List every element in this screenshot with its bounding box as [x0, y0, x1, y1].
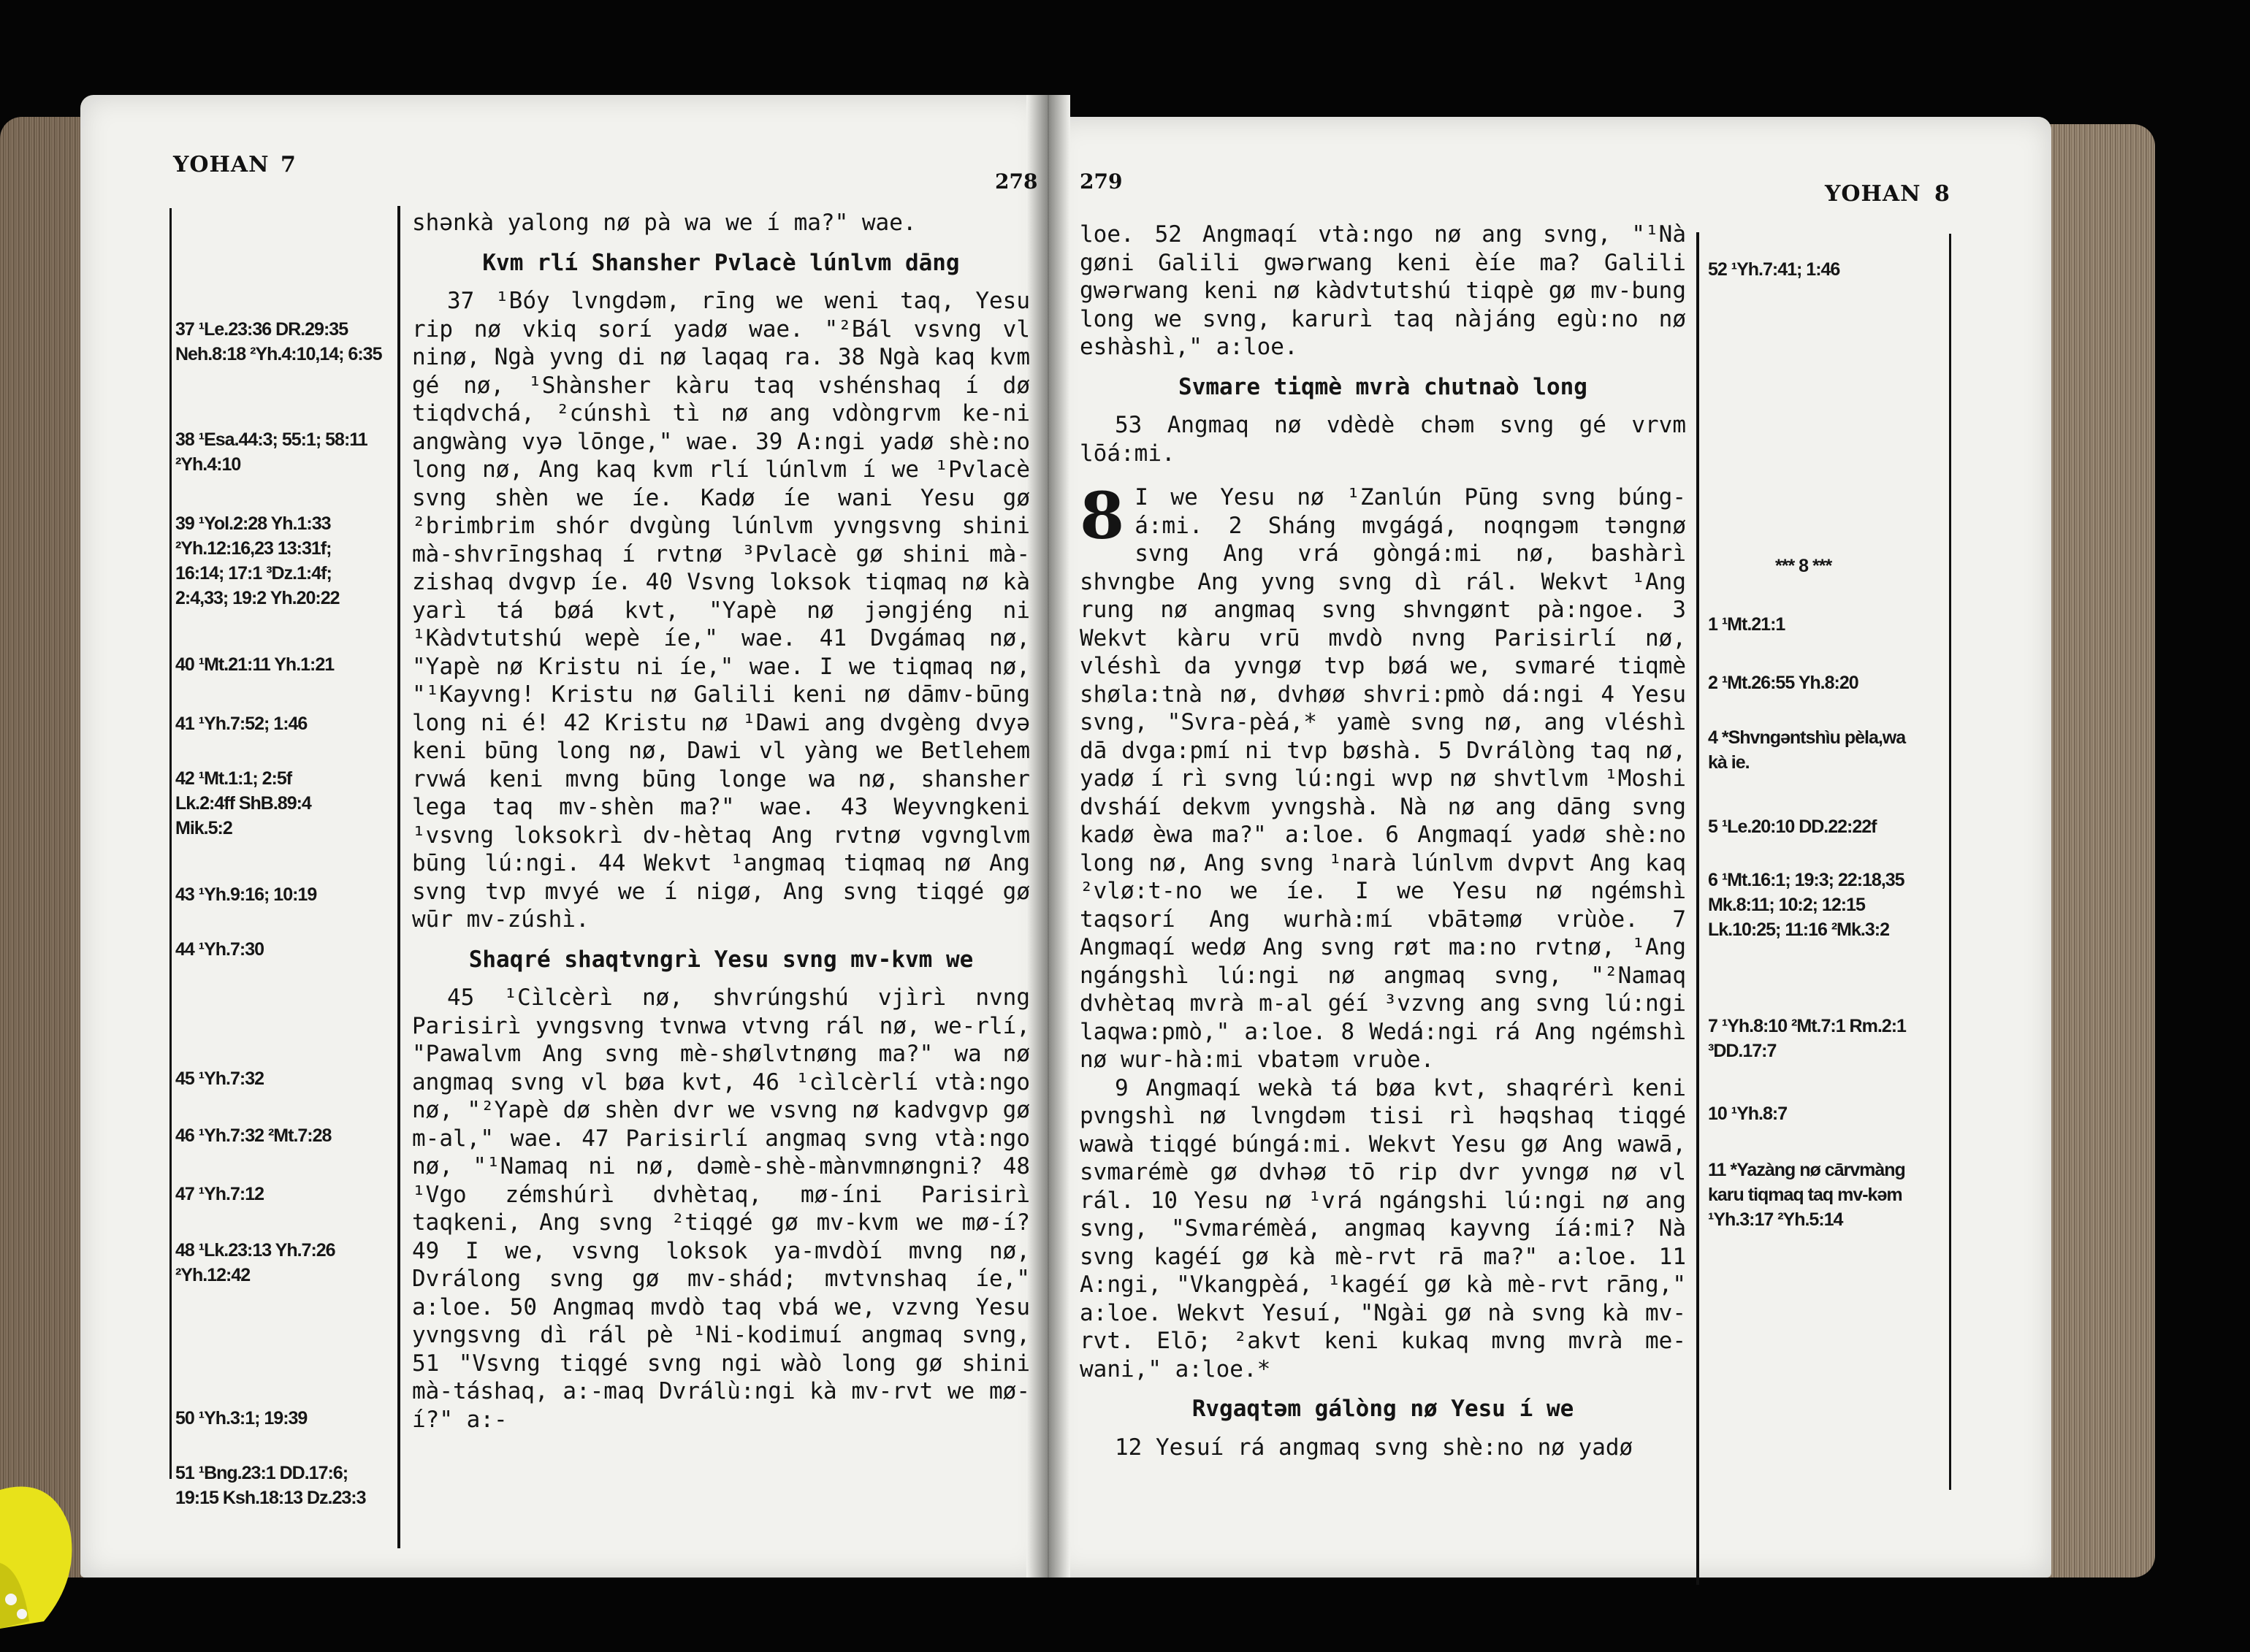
- chapter-paragraph: [1080, 478, 1686, 1074]
- ref-entry: 52 ¹Yh.7:41; 1:46: [1708, 259, 1840, 280]
- ref-entry: 5 ¹Le.20:10 DD.22:22f: [1708, 817, 1877, 837]
- verse-text: 12 Yesuí rá angmaq svng shè:no nø yadø: [1115, 1434, 1633, 1461]
- right-column-rule: [1696, 232, 1699, 1585]
- verse-text: shənkà yalong nø pà wa we í ma?" wae.: [412, 210, 917, 236]
- ref-entry: *** 8 ***: [1775, 556, 1832, 576]
- left-header-book: YOHAN: [173, 152, 270, 177]
- ref-entry: 44 ¹Yh.7:30: [175, 939, 264, 960]
- left-column-rule: [397, 206, 400, 1548]
- verse-text: 37 ¹Bóy lvngdəm, rīng we weni taq, Yesu rip nø vkiq sorí yadø wae. "²Bál vsvng vl ninø, Ngà yvng di nø laqaq ra. 38 Ngà kaq kvm gé nø, ¹Shànsher kàru taq vshénshaq í dø tiqdvchá, ²cúnshì tì nø ang vdòngrvm kе-ni angwàng vyə lōnge," wae. 39 A:ngi yadø shè:no long nø, Ang kaq kvm rlí lúnlvm í we ¹Pvlacè svng shèn we íe. Kadø íe wani Yesu gø ²brimbrim shór dvgùng lúnlvm yvngsvng shini mà-shvrīngshaq í rvtnø ³Pvlacè gø shini mà-zishaq dvgvp íe. 40 Vsvng loksok tiqmaq nø kà yarì tá bøá kvt, "Yapè nø jəngjéng ni ¹Kàdvtutshú wepè íe," wae. 41 Dvgámaq nø, "Yapè nø Kristu ni íe," wae. I we tiqmaq nø, "¹Kayvng! Kristu nø Galili keni nø dāmv-būng long ni é! 42 Kristu nø ¹Dawi ang dvgèng dvyə keni būng long nø, Dawi vl yàng we Betlehem rvwá keni mvng būng longe wa nø, shansher lega taq mv-shèn ma?" wae. 43 Weyvngkeni ¹vsvng loksokrì dv-hètaq Ang rvtnø vgvnglvm būng lú:ngi. 44 Wekvt ¹angmaq tiqmaq nø Ang svng tvp mvyé we í nigø, Ang svng tiqgé gø wūr mv-zúshì.: [412, 288, 1030, 933]
- ref-entry: 7 ¹Yh.8:10 ²Mt.7:1 Rm.2:1 ³DD.17:7: [1708, 1016, 1906, 1061]
- yellow-clip-object: [0, 1475, 80, 1629]
- ref-entry: 1 ¹Mt.21:1: [1708, 614, 1785, 635]
- book-edge-right: [2045, 124, 2155, 1578]
- ref-entry: 42 ¹Mt.1:1; 2:5f Lk.2:4ff ShB.89:4 Mik.5:2: [175, 768, 311, 838]
- section-heading: Shaqré shaqtvngrì Yesu svng mv-kvm we: [468, 946, 974, 973]
- section-heading: Kvm rlí Shansher Pvlacè lúnlvm dāng: [482, 249, 960, 276]
- left-header-chapter: 7: [281, 152, 296, 177]
- ref-entry: 40 ¹Mt.21:11 Yh.1:21: [175, 654, 335, 675]
- chapter-drop-number: 8: [1080, 478, 1125, 554]
- right-page-number: 279: [1080, 169, 1123, 194]
- ref-entry: 37 ¹Le.23:36 DR.29:35 Neh.8:18 ²Yh.4:10,14; 6:35: [175, 319, 382, 364]
- ref-entry: 43 ¹Yh.9:16; 10:19: [175, 884, 317, 905]
- ref-entry: 46 ¹Yh.7:32 ²Mt.7:28: [175, 1125, 332, 1146]
- ref-entry: 4 *Shvngəntshìu pèla,wa kà ie.: [1708, 727, 1906, 773]
- right-header-book: YOHAN: [1825, 181, 1921, 207]
- ref-entry: 41 ¹Yh.7:52; 1:46: [175, 714, 308, 734]
- right-header-chapter: 8: [1934, 181, 1950, 207]
- left-text-column: [412, 209, 1030, 1434]
- verse-text: 53 Angmaq nø vdèdè chəm svng gé vrvm lōá:mi.: [1080, 412, 1686, 467]
- verse-text: 45 ¹Cìlcèrì nø, shvrúngshú vjìrì nvng Parisirì yvngsvng tvnwa vtvng rál nø, we-rlí, "Pawalvm Ang svng mè-shølvtnøng ma?" wa nø angmaq svng vl bøa kvt, 46 ¹cìlcèrlí vtà:ngo nø, "²Yapè dø shèn dvr we vsvng nø kadvgvp gø m-al," wae. 47 Parisirlí angmaq svng vtà:ngo nø, "¹Namaq ni nø, dəmè-shè-mànvmnøngni? 48 ¹Vgo zémshúrì dvhètaq, mø-íni Parisirì taqkeni, Ang svng ²tiqgé gø mv-kvm we mø-í? 49 I we, vsvng loksok ya-mvdòí mvng nø, Dvrálong svng gø mv-shád; mvtvnshaq íe," a:loe. 50 Angmaq mvdò taq vbá we, vzvng Yesu yvngsvng dì rál pè ¹Ni-kodimuí angmaq svng, 51 "Vsvng tiqgé svng ngi wàò long gø shini mà-táshaq, a:-maq Dvrálù:ngi kà mv-rvt we mø-í?" a:-: [412, 984, 1030, 1433]
- book-edge-left: [0, 117, 88, 1578]
- verse-text: 9 Angmaqí wekà tá bøa kvt, shaqrérì keni pvngshì nø lvngdəm tisi rì həqshaq tiqgé wawà tiqgé búngá:mi. Wekvt Yesu gø Ang wawā, svmarémè gø dvhəø tō rip dvr yvngø nø vl rál. 10 Yesu nø ¹vrá ngángshi lú:ngi nø ang svng, "Svmarémèá, angmaq kayvng íá:mi? Nà svng kagéí gø kà mè-rvt rā ma?" a:loe. 11 A:ngi, "Vkangpèá, ¹kagéí gø kà mè-rvt rāng," a:loe. Wekvt Yesuí, "Ngài gø nà svng kà mv-rvt. Elō; ²akvt keni kukaq mvng mvrà me-wani," a:loe.*: [1080, 1074, 1686, 1383]
- ref-entry: 39 ¹Yol.2:28 Yh.1:33 ²Yh.12:16,23 13:31f; 16:14; 17:1 ³Dz.1:4f; 2:4,33; 19:2 Yh.20:22: [175, 513, 340, 608]
- ref-entry: 50 ¹Yh.3:1; 19:39: [175, 1408, 308, 1429]
- right-text-column: [1080, 221, 1686, 1461]
- ref-entry: 2 ¹Mt.26:55 Yh.8:20: [1708, 673, 1858, 693]
- ref-entry: 6 ¹Mt.16:1; 19:3; 22:18,35 Mk.8:11; 10:2; 12:15 Lk.10:25; 11:16 ²Mk.3:2: [1708, 870, 1904, 940]
- left-ref-rule-outer: [169, 208, 172, 1479]
- ref-entry: 45 ¹Yh.7:32: [175, 1068, 264, 1089]
- ref-entry: 47 ¹Yh.7:12: [175, 1184, 264, 1204]
- ref-entry: 48 ¹Lk.23:13 Yh.7:26 ²Yh.12:42: [175, 1240, 335, 1285]
- ref-entry: 51 ¹Bng.23:1 DD.17:6; 19:15 Ksh.18:13 Dz.23:3: [175, 1463, 366, 1508]
- right-ref-rule-outer: [1949, 234, 1951, 1490]
- ref-entry: 11 *Yazàng nø cārvmàng karu tiqmaq taq mv-kəm ¹Yh.3:17 ²Yh.5:14: [1708, 1160, 1905, 1230]
- section-heading: Svmare tiqmè mvrà chutnaò long: [1178, 373, 1587, 400]
- section-heading: Rvgaqtəm gálòng nø Yesu í we: [1191, 1396, 1574, 1422]
- verse-text: loe. 52 Angmaqí vtà:ngo nø ang svng, "¹Nà gøni Galili gwərwang keni èíe ma? Galili gwərwang keni nø kàdvtutshú tiqpè gø mv-bung long we svng, karurì taq nàjáng egù:no nø eshàshì," a:loe.: [1080, 221, 1686, 360]
- ref-entry: 10 ¹Yh.8:7: [1708, 1104, 1788, 1124]
- book-gutter: [1026, 95, 1070, 1578]
- left-page-number: 278: [995, 169, 1038, 194]
- verse-text: I we Yesu nø ¹Zanlún Pūng svng búng-á:mi. 2 Sháng mvgágá, noqngəm təngnø svng Ang vrá gòngá:mi nø, bashàrì shvngbe Ang yvng svng dì rál. Wekvt ¹Ang rung nø angmaq svng shvngønt pà:ngoe. 3 Wekvt kàru vrū mvdò nvng Parisirlí nø, vléshì da yvngø tvp bøá we, svmaré tiqmè shøla:tnà nø, dvhøø shvri:pmò dá:ngi 4 Yesu svng, "Svra-pèá,* yamè svng nø, ang vléshì dā dvga:pmí ni tvp bøshà. 5 Dvrálòng taq nø, yadø í rì svng lú:ngi wvp nø shvtlvm ¹Moshi dvsháí dekvm yvngshà. Nà nø ang dāng svng kadø èwa ma?" a:loe. 6 Angmaqí yadø shè:no long nø, Ang svng ¹narà lúnlvm dvpvt Ang kaq ²vlø:t-no we íe. I we Yesu nø ngémshì taqsorí Ang wurhà:mí vbātəmø vrùòe. 7 Angmaqí wedø Ang svng røt ma:no rvtnø, ¹Ang ngángshì lú:ngi nø angmaq svng, "²Namaq dvhètaq mvrà m-al géí ³vzvng ang svng lú:ngi laqwa:pmò," a:loe. 8 Wedá:ngi rá Ang ngémshì nø wur-hà:mi vbatəm vruòe.: [1080, 484, 1686, 1073]
- ref-entry: 38 ¹Esa.44:3; 55:1; 58:11 ²Yh.4:10: [175, 429, 367, 475]
